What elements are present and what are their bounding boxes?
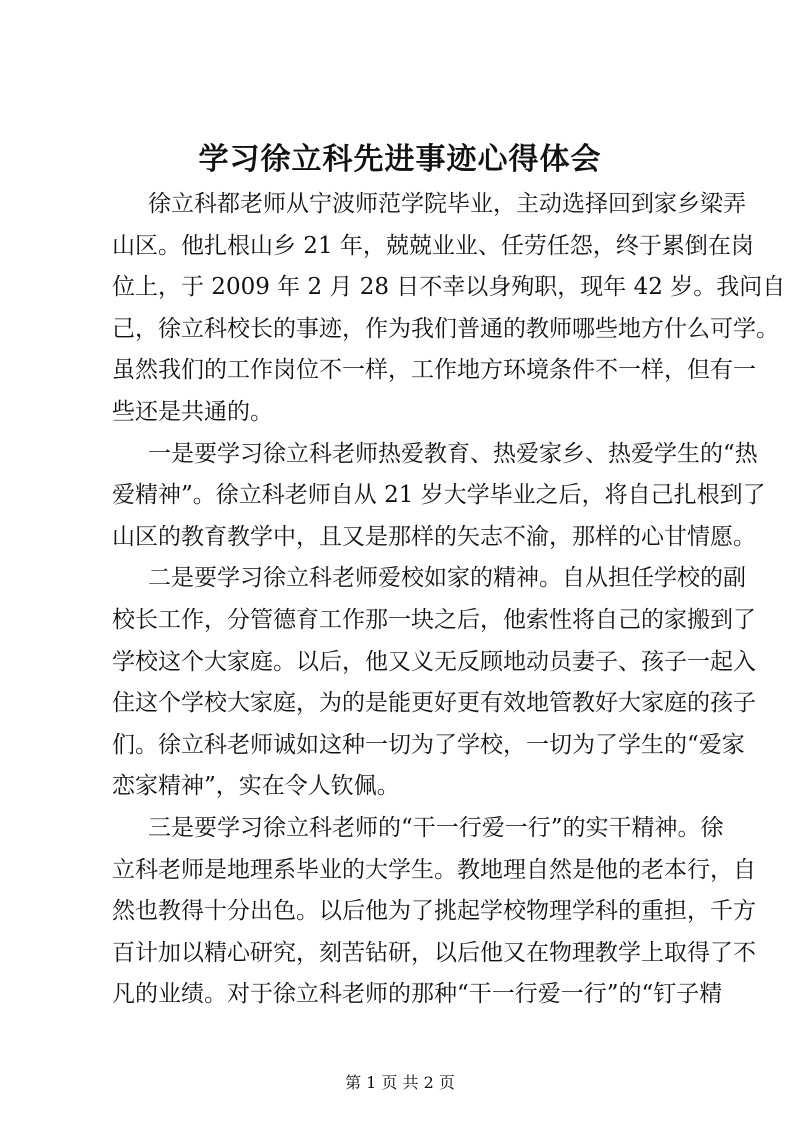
body-line: 住这个学校大家庭，为的是能更好更有效地管教好大家庭的孩子 xyxy=(112,690,756,717)
body-line: 凡的业绩。对于徐立科老师的那种“干一行爱一行”的“钉子精 xyxy=(112,981,723,1008)
body-line: 己，徐立科校长的事迹，作为我们普通的教师哪些地方什么可学。 xyxy=(112,315,779,342)
body-line: 百计加以精心研究，刻苦钻研，以后他又在物理教学上取得了不 xyxy=(112,939,756,966)
body-line: 一是要学习徐立科老师热爱教育、热爱家乡、热爱学生的“热 xyxy=(148,440,758,467)
body-line: 虽然我们的工作岗位不一样，工作地方环境条件不一样，但有一 xyxy=(112,357,756,384)
body-line: 徐立科都老师从宁波师范学院毕业，主动选择回到家乡梁弄 xyxy=(148,191,746,217)
body-line: 立科老师是地理系毕业的大学生。教地理自然是他的老本行，自 xyxy=(112,856,756,883)
body-line: 些还是共通的。 xyxy=(112,398,273,425)
body-line: 山区。他扎根山乡 21 年，兢兢业业、任劳任怨，终于累倒在岗 xyxy=(112,232,754,259)
body-line: 学校这个大家庭。以后，他又义无反顾地动员妻子、孩子一起入 xyxy=(112,648,756,675)
body-line: 校长工作，分管德育工作那一块之后，他索性将自己的家搬到了 xyxy=(112,606,756,633)
body-line: 恋家精神”，实在令人钦佩。 xyxy=(112,773,400,800)
body-line: 爱精神”。徐立科老师自从 21 岁大学毕业之后，将自己扎根到了 xyxy=(112,482,766,509)
body-line: 三是要学习徐立科老师的“干一行爱一行”的实干精神。徐 xyxy=(148,814,724,841)
body-line: 位上，于 2009 年 2 月 28 日不幸以身殉职，现年 42 岁。我问自 xyxy=(112,274,786,301)
document-body xyxy=(112,184,786,1016)
body-line: 二是要学习徐立科老师爱校如家的精神。自从担任学校的副 xyxy=(148,565,746,592)
page-footer: 第 1 页 共 2 页 xyxy=(345,1073,455,1092)
body-line: 然也教得十分出色。以后他为了挑起学校物理学科的重担，千方 xyxy=(112,898,756,925)
body-line: 山区的教育教学中，且又是那样的矢志不渝，那样的心甘情愿。 xyxy=(112,523,756,550)
document-title: 学习徐立科先进事迹心得体会 xyxy=(198,142,602,177)
body-line: 们。徐立科老师诚如这种一切为了学校，一切为了学生的“爱家 xyxy=(112,731,745,758)
